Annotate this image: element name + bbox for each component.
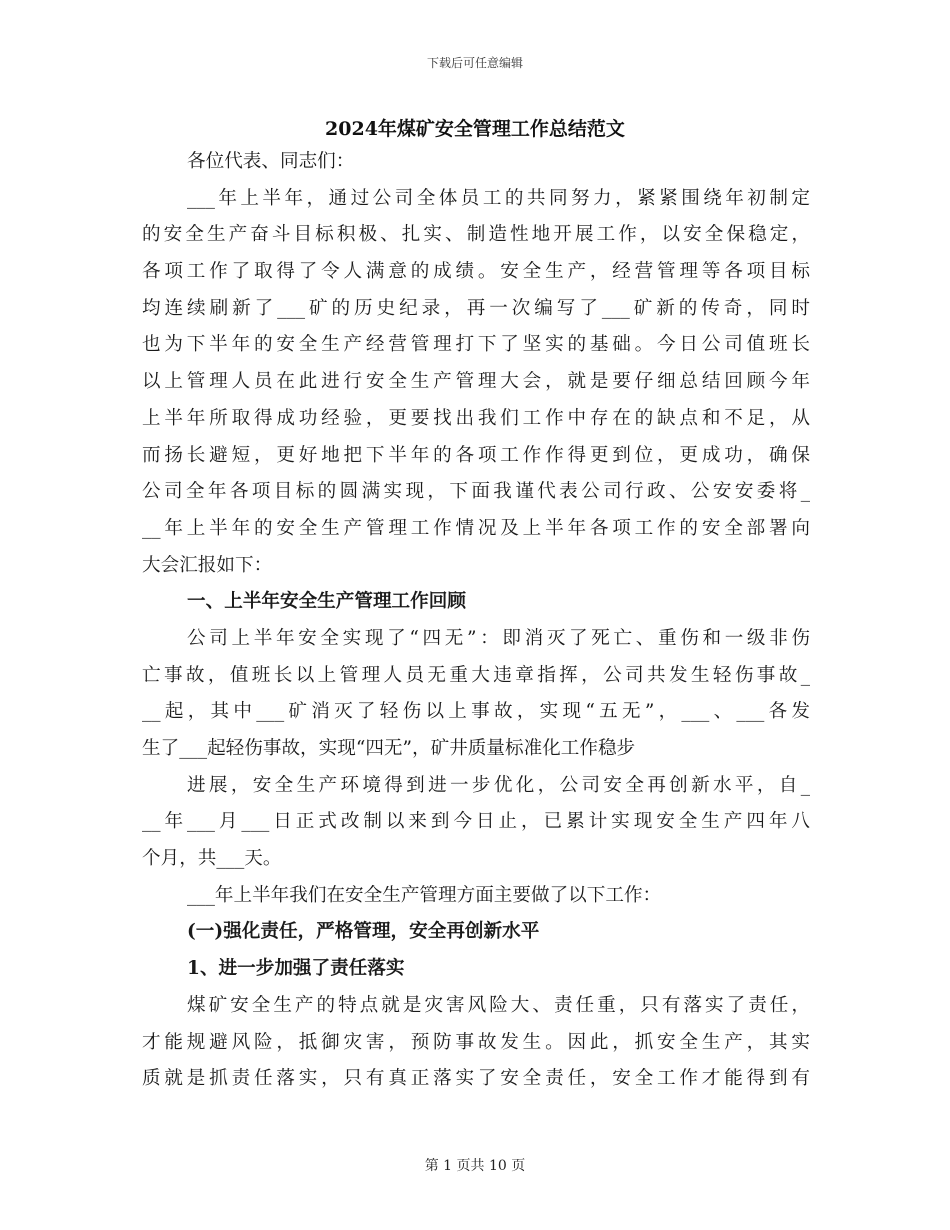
paragraph-line: __年上半年的安全生产管理工作情况及上半年各项工作的安全部署向 <box>142 517 810 539</box>
section-heading-line: (一)强化责任，严格管理，安全再创新水平 <box>187 921 540 943</box>
page-footer: 第 1 页共 10 页 <box>424 1158 526 1174</box>
paragraph-line: 各位代表、同志们： <box>187 151 355 172</box>
paragraph-line: 质就是抓责任落实，只有真正落实了安全责任，安全工作才能得到有 <box>142 1068 810 1090</box>
paragraph-line: 生了___起轻伤事故，实现“四无”，矿井质量标准化工作稳步 <box>142 738 636 759</box>
document-title: 2024年煤矿安全管理工作总结范文 <box>325 118 625 140</box>
section-heading-line: 一、上半年安全生产管理工作回顾 <box>187 591 466 613</box>
paragraph-line: 大会汇报如下： <box>142 554 273 576</box>
paragraph-line: 均连续刷新了___矿的历史纪录，再一次编写了___矿新的传奇，同时 <box>142 297 810 319</box>
paragraph-line: 亡事故，值班长以上管理人员无重大违章指挥，公司共发生轻伤事故_ <box>142 664 810 686</box>
paragraph-line: 进展，安全生产环境得到进一步优化，公司安全再创新水平，自_ <box>187 774 810 796</box>
document-body <box>142 144 810 1098</box>
paragraph-line: 的安全生产奋斗目标积极、扎实、制造性地开展工作，以安全保稳定， <box>142 224 810 246</box>
paragraph-line: 煤矿安全生产的特点就是灾害风险大、责任重，只有落实了责任， <box>187 994 810 1016</box>
paragraph-line: 以上管理人员在此进行安全生产管理大会，就是要仔细总结回顾今年 <box>142 371 810 393</box>
section-heading-line: 1、进一步加强了责任落实 <box>187 958 405 980</box>
paragraph-line: ___年上半年，通过公司全体员工的共同努力，紧紧围绕年初制定 <box>187 187 810 209</box>
paragraph-line: 上半年所取得成功经验，更要找出我们工作中存在的缺点和不足，从 <box>142 407 810 429</box>
paragraph-line: __年___月___日正式改制以来到今日止，已累计实现安全生产四年八 <box>142 811 810 833</box>
paragraph-line: 各项工作了取得了令人满意的成绩。安全生产，经营管理等各项目标 <box>142 261 810 283</box>
paragraph-line: __起，其中___矿消灭了轻伤以上事故，实现“五无”，___、___各发 <box>142 701 810 723</box>
paragraph-line: ___年上半年我们在安全生产管理方面主要做了以下工作： <box>187 884 662 906</box>
paragraph-line: 公司上半年安全实现了“四无”：即消灭了死亡、重伤和一级非伤 <box>187 627 810 649</box>
page-header: 下载后可任意编辑 <box>426 56 523 70</box>
paragraph-line: 也为下半年的安全生产经营管理打下了坚实的基础。今日公司值班长 <box>142 334 810 356</box>
paragraph-line: 个月，共___天。 <box>142 848 282 870</box>
paragraph-line: 公司全年各项目标的圆满实现，下面我谨代表公司行政、公安安委将_ <box>142 481 810 503</box>
paragraph-line: 而扬长避短，更好地把下半年的各项工作作得更到位，更成功，确保 <box>142 444 810 466</box>
paragraph-line: 才能规避风险，抵御灾害，预防事故发生。因此，抓安全生产，其实 <box>142 1031 810 1053</box>
